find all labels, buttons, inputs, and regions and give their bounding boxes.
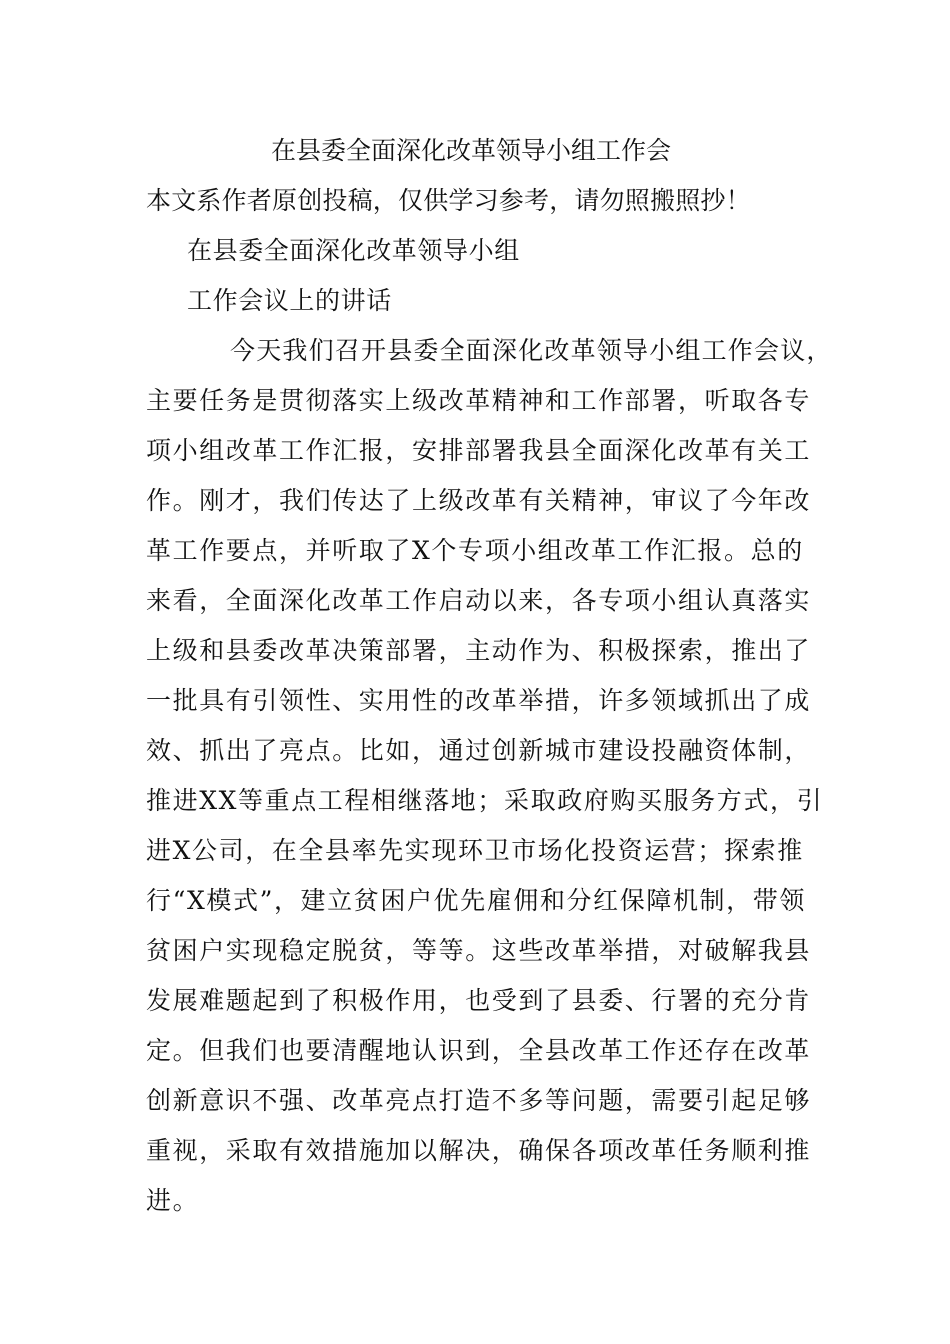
paragraph-line: 推进XX等重点工程相继落地；采取政府购买服务方式，引 [146,786,824,815]
paragraph-line: 贫困户实现稳定脱贫，等等。这些改革举措，对破解我县 [146,936,812,965]
paragraph-line: 主要任务是贯彻落实上级改革精神和工作部署，听取各专 [146,386,812,415]
speech-subtitle-line-1: 在县委全面深化改革领导小组 [187,236,520,265]
paragraph-line: 来看，全面深化改革工作启动以来，各专项小组认真落实 [146,586,812,615]
copyright-notice: 本文系作者原创投稿，仅供学习参考，请勿照搬照抄！ [146,186,751,215]
paragraph-line: 定。但我们也要清醒地认识到，全县改革工作还存在改革 [146,1036,812,1065]
body-paragraph [146,336,833,1236]
speech-subtitle-line-2: 工作会议上的讲话 [187,286,392,315]
paragraph-line: 效、抓出了亮点。比如，通过创新城市建设投融资体制， [146,736,812,765]
paragraph-line: 今天我们召开县委全面深化改革领导小组工作会议， [230,336,833,365]
paragraph-line: 行“X模式”，建立贫困户优先雇佣和分红保障机制，带领 [146,886,806,915]
paragraph-line: 上级和县委改革决策部署，主动作为、积极探索，推出了 [146,636,812,665]
paragraph-line: 重视，采取有效措施加以解决，确保各项改革任务顺利推 [146,1136,812,1165]
document-title: 在县委全面深化改革领导小组工作会 [271,136,672,165]
paragraph-line: 创新意识不强、改革亮点打造不多等问题，需要引起足够 [146,1086,812,1115]
paragraph-line: 革工作要点，并听取了X个专项小组改革工作汇报。总的 [146,536,804,565]
paragraph-line: 进。 [146,1186,200,1215]
paragraph-line: 作。刚才，我们传达了上级改革有关精神，审议了今年改 [146,486,812,515]
paragraph-line: 项小组改革工作汇报，安排部署我县全面深化改革有关工 [146,436,812,465]
paragraph-line: 发展难题起到了积极作用，也受到了县委、行署的充分肯 [146,986,812,1015]
paragraph-line: 进X公司，在全县率先实现环卫市场化投资运营；探索推 [146,836,804,865]
paragraph-line: 一批具有引领性、实用性的改革举措，许多领域抓出了成 [146,686,812,715]
